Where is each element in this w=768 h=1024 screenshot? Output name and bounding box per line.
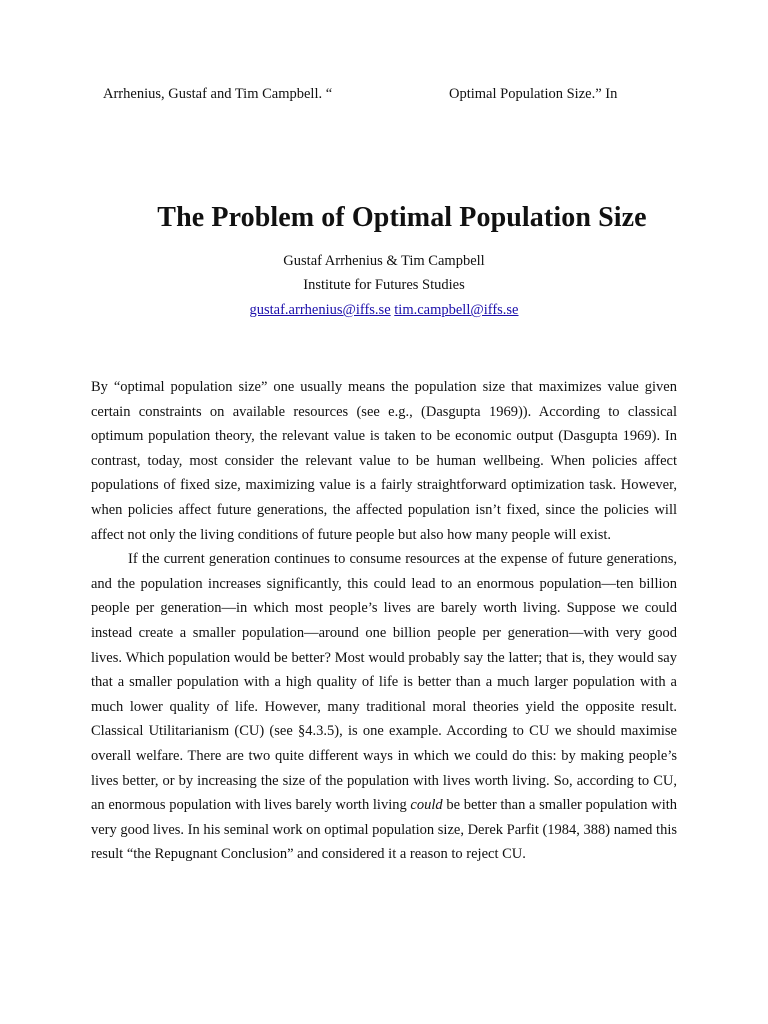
citation-text-end: Optimal Population Size.” In: [449, 86, 618, 102]
email-link-campbell[interactable]: tim.campbell@iffs.se: [394, 302, 519, 318]
citation-text-start: Arrhenius, Gustaf and Tim Campbell. “: [103, 86, 333, 102]
paper-title: The Problem of Optimal Population Size: [157, 202, 647, 233]
paragraph-2: [91, 547, 677, 867]
author-emails: [0, 302, 768, 319]
paragraph-1: By “optimal population size” one usually means the population size that maximizes value given certain constraints on available resources (see e.g., (Dasgupta 1969)). According to classical optimum population theory, the relevant value is taken to be economic output (Dasgupta 1969). In contrast, today, most consider the relevant value to be human wellbeing. When policies affect populations of fixed size, maximizing value is a fairly straightforward optimization task. However, when policies affect future generations, the affected population isn’t fixed, since the policies will affect not only the living conditions of future people but also how many people will exist.: [91, 379, 677, 543]
paragraph-2-text-a: If the current generation continues to consume resources at the expense of future generations, and the population increases significantly, this could lead to an enormous population—ten billion people per generation—in which most people’s lives are barely worth living. Suppose we could instead create a smaller population—around one billion people per generation—with very good lives. Which population would be better? Most would probably say the latter; that is, they would say that a smaller population with a high quality of life is better than a much larger population with a much lower quality of life. However, many traditional moral theories yield the opposite result. Classical Utilitarianism (CU) (see §4.3.5), is one example. According to CU we should maximise overall welfare. There are two quite different ways in which we could do this: by making people’s lives better, or by increasing the size of the population with lives worth living. So, according to CU, an enormous population with lives barely worth living: [91, 551, 677, 814]
body-text: [91, 375, 677, 867]
author-names: Gustaf Arrhenius & Tim Campbell: [283, 253, 485, 269]
citation-line: [103, 86, 663, 106]
author-affiliation: Institute for Futures Studies: [303, 277, 465, 293]
email-link-arrhenius[interactable]: gustaf.arrhenius@iffs.se: [249, 302, 391, 318]
italic-word-could: could: [410, 797, 443, 814]
paragraph-2-text-b: be better than a smaller population with very good lives. In his seminal work on optimal population size, Derek Parfit (1984, 388) named this result “the Repugnant Conclusion” and considered it a reason to reject CU.: [91, 797, 677, 863]
